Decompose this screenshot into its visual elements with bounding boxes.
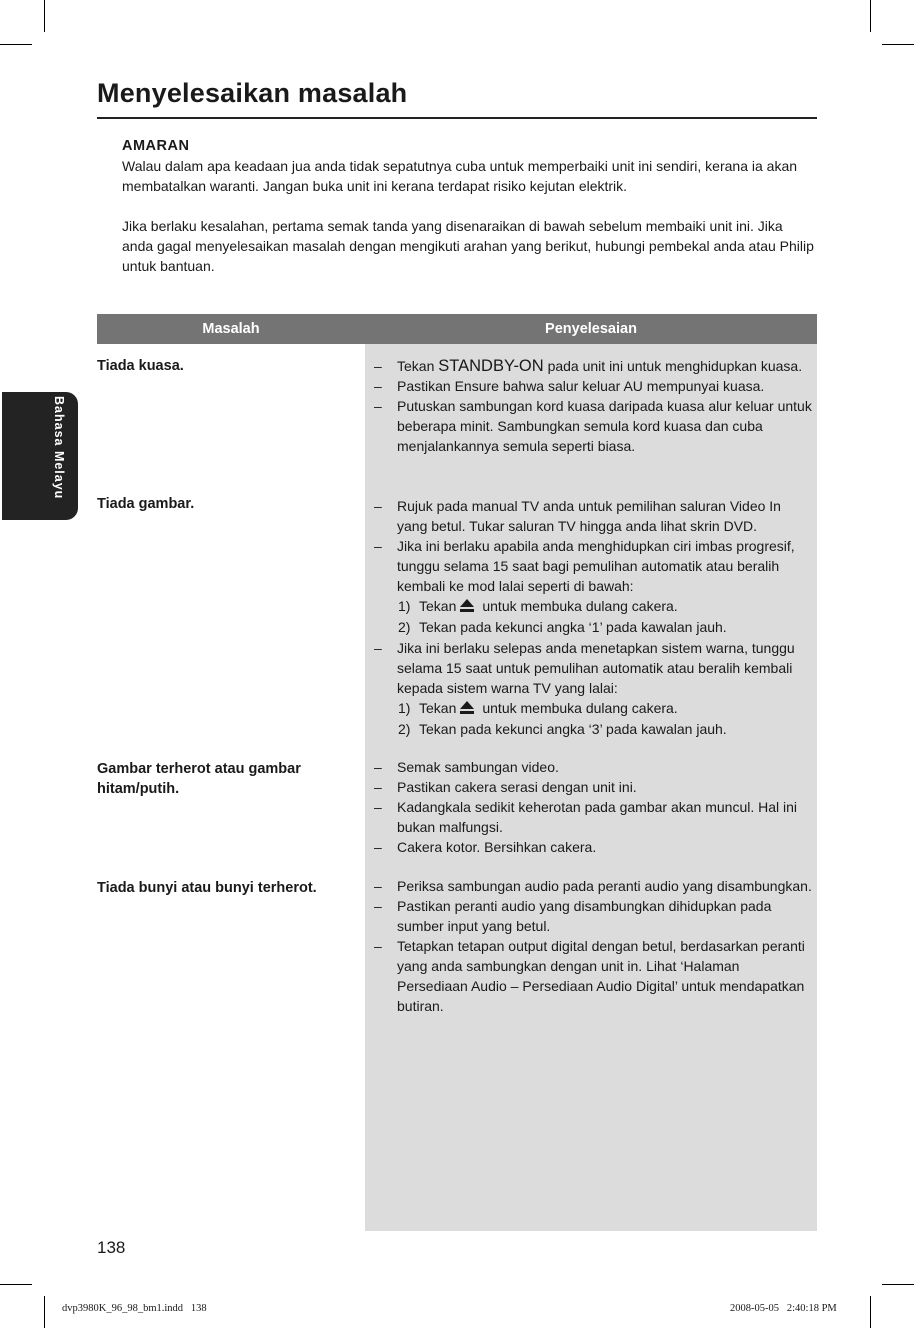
solution-no-power bbox=[374, 356, 812, 456]
list-item: – Putuskan sambungan kord kuasa daripada kuasa alur keluar untuk beberapa minit. Sambungkan semula kord kuasa dan cuba menjalankannya semula seperti biasa. bbox=[374, 398, 812, 454]
crop-mark bbox=[870, 0, 871, 32]
crop-mark bbox=[44, 0, 45, 32]
list-item: – Pastikan cakera serasi dengan unit ini. bbox=[374, 779, 637, 795]
crop-mark bbox=[882, 44, 914, 45]
dash-bullet: – bbox=[374, 938, 382, 954]
footer-print-date: 2008-05-05 2:40:18 PM bbox=[730, 1303, 837, 1314]
list-item: – Jika ini berlaku apabila anda menghidupkan ciri imbas progresif, tunggu selama 15 saat bagi pemulihan automatik atau beralih kembali ke mod lalai seperti di bawah: bbox=[374, 538, 795, 594]
language-side-tab-label: Bahasa Melayu bbox=[52, 396, 66, 500]
problem-no-sound: Tiada bunyi atau bunyi terherot. bbox=[97, 880, 317, 896]
eject-icon bbox=[460, 701, 474, 714]
dash-bullet: – bbox=[374, 498, 382, 514]
list-item: – Periksa sambungan audio pada peranti audio yang disambungkan. bbox=[374, 878, 812, 894]
title-divider bbox=[97, 117, 817, 119]
list-item: – Tetapkan tetapan output digital dengan betul, berdasarkan peranti yang anda sambungkan dengan unit in. Lihat ‘Halaman Persediaan Audio – Persediaan Audio Digital’ untuk mendapatkan butiran. bbox=[374, 938, 805, 1014]
list-item: – Tekan STANDBY-ON pada unit ini untuk menghidupkan kuasa. bbox=[374, 357, 803, 375]
language-side-tab bbox=[2, 392, 78, 520]
dash-bullet: – bbox=[374, 839, 382, 855]
dash-bullet: – bbox=[374, 378, 382, 394]
dash-bullet: – bbox=[374, 759, 382, 775]
standby-on-key-label: STANDBY-ON bbox=[438, 357, 544, 375]
list-item: – Pastikan Ensure bahwa salur keluar AU mempunyai kuasa. bbox=[374, 378, 765, 394]
dash-bullet: – bbox=[374, 358, 382, 374]
solution-no-picture bbox=[374, 496, 812, 740]
page-number: 138 bbox=[97, 1238, 126, 1257]
dash-bullet: – bbox=[374, 898, 382, 914]
dash-bullet: – bbox=[374, 799, 382, 815]
list-item: – Kadangkala sedikit keherotan pada gambar akan muncul. Hal ini bukan malfungsi. bbox=[374, 799, 798, 835]
step-item: 1) Tekan untuk membuka dulang cakera. bbox=[398, 598, 678, 614]
step-item: 2) Tekan pada kekunci angka ‘3’ pada kawalan jauh. bbox=[398, 721, 727, 737]
step-item: 1) Tekan untuk membuka dulang cakera. bbox=[398, 700, 678, 716]
column-header-problem: Masalah bbox=[202, 321, 260, 337]
note-text: Jika berlaku kesalahan, pertama semak tanda yang disenaraikan di bawah sebelum membaiki unit ini. Jika anda gagal menyelesaikan masalah dengan mengikuti arahan yang berikut, hubungi pembekal anda atau Philip untuk bantuan. bbox=[122, 218, 814, 274]
page-title: Menyelesaikan masalah bbox=[97, 78, 408, 108]
step-item: 2) Tekan pada kekunci angka ‘1’ pada kawalan jauh. bbox=[398, 619, 727, 635]
solution-no-sound bbox=[374, 876, 812, 1016]
footer-file-name: dvp3980K_96_98_bm1.indd 138 bbox=[62, 1303, 207, 1314]
problem-distorted-picture: Gambar terherot atau gambar hitam/putih. bbox=[97, 761, 301, 797]
crop-mark bbox=[44, 1296, 45, 1328]
list-item: – Jika ini berlaku selepas anda menetapkan sistem warna, tunggu selama 15 saat untuk pemulihan automatik atau beralih kembali kepada sistem warna TV yang lalai: bbox=[374, 640, 795, 696]
crop-mark bbox=[0, 44, 32, 45]
dash-bullet: – bbox=[374, 538, 382, 554]
crop-mark bbox=[870, 1296, 871, 1328]
list-item: – Cakera kotor. Bersihkan cakera. bbox=[374, 839, 597, 855]
list-item: – Pastikan peranti audio yang disambungkan dihidupkan pada sumber input yang betul. bbox=[374, 898, 772, 934]
problem-no-power: Tiada kuasa. bbox=[97, 358, 184, 374]
warning-heading: AMARAN bbox=[122, 138, 190, 154]
crop-mark bbox=[882, 1284, 914, 1285]
list-item: – Rujuk pada manual TV anda untuk pemilihan saluran Video In yang betul. Tukar saluran TV hingga anda lihat skrin DVD. bbox=[374, 498, 781, 534]
column-header-solution: Penyelesaian bbox=[545, 321, 637, 337]
crop-mark bbox=[0, 1284, 32, 1285]
warning-text: Walau dalam apa keadaan jua anda tidak sepatutnya cuba untuk memperbaiki unit ini sendiri, kerana ia akan membatalkan waranti. Jangan buka unit ini kerana terdapat risiko kejutan elektrik. bbox=[122, 158, 798, 194]
eject-icon bbox=[460, 599, 474, 612]
dash-bullet: – bbox=[374, 640, 382, 656]
problem-no-picture: Tiada gambar. bbox=[97, 496, 195, 512]
dash-bullet: – bbox=[374, 878, 382, 894]
dash-bullet: – bbox=[374, 779, 382, 795]
dash-bullet: – bbox=[374, 398, 382, 414]
intro-block bbox=[122, 136, 814, 276]
solution-distorted-picture bbox=[374, 757, 812, 857]
table-header bbox=[97, 314, 817, 344]
list-item: – Semak sambungan video. bbox=[374, 759, 559, 775]
